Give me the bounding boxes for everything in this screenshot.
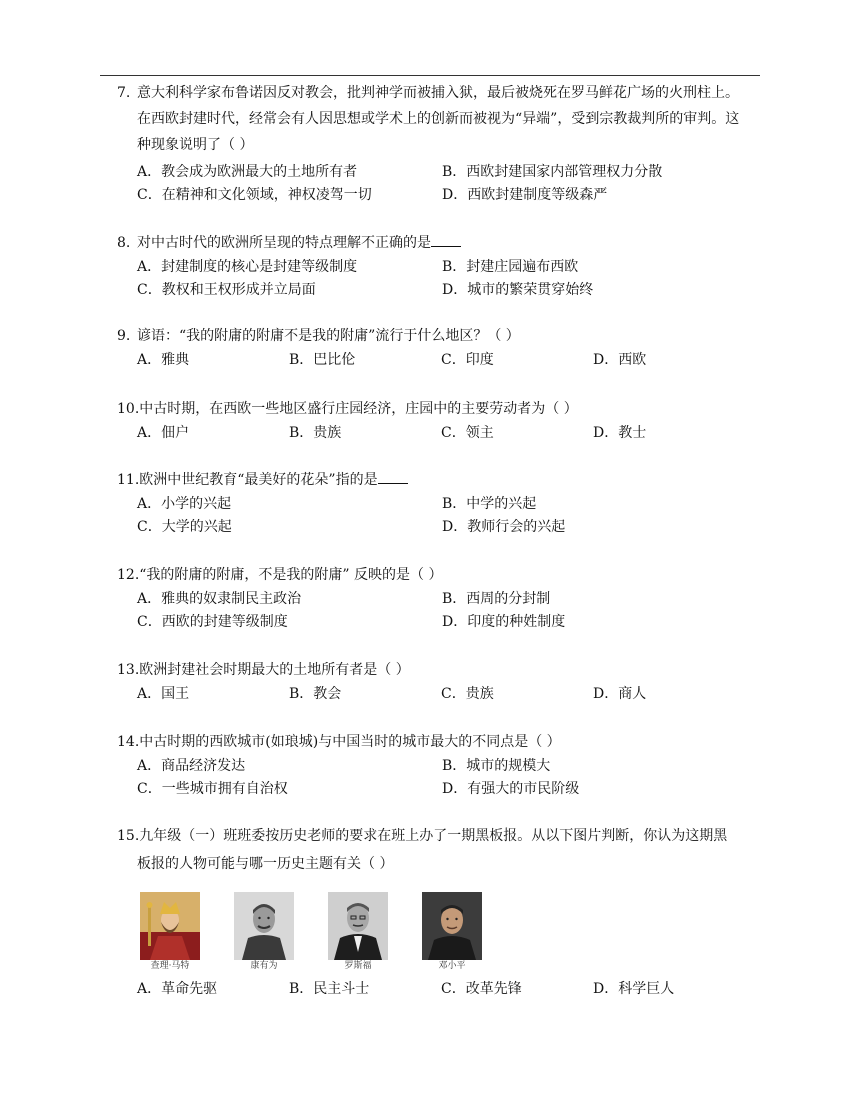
- question-number: 12.: [117, 567, 140, 583]
- option-b[interactable]: B．封建庄园遍布西欧: [442, 259, 579, 275]
- stem-text: “我的附庸的附庸，不是我的附庸” 反映的是（ ）: [139, 567, 443, 583]
- option-c[interactable]: C．大学的兴起: [137, 519, 232, 535]
- question-stem: [117, 323, 777, 349]
- portrait-kang-youwei: [231, 892, 297, 976]
- stem-text: 欧洲封建社会时期最大的土地所有者是（ ）: [139, 662, 410, 678]
- portrait-row: [137, 892, 777, 976]
- question-stem: [117, 657, 777, 683]
- question-11: [117, 467, 777, 539]
- option-a[interactable]: A．国王: [137, 686, 190, 702]
- option-c[interactable]: C．印度: [441, 352, 494, 368]
- question-stem: [117, 729, 777, 755]
- stem-text: 中古时期，在西欧一些地区盛行庄园经济，庄园中的主要劳动者为（ ）: [139, 401, 578, 417]
- portrait-image: [422, 892, 482, 960]
- question-number: 13.: [117, 662, 140, 678]
- stem-line: 种现象说明了（ ）: [137, 137, 254, 153]
- option-b[interactable]: B．西欧封建国家内部管理权力分散: [442, 164, 663, 180]
- option-a[interactable]: A．雅典的奴隶制民主政治: [137, 591, 302, 607]
- header-rule: [100, 75, 760, 76]
- option-c[interactable]: C．一些城市拥有自治权: [137, 781, 288, 797]
- answer-blank[interactable]: [378, 469, 408, 484]
- question-stem: [117, 80, 777, 106]
- question-stem: [117, 822, 777, 850]
- options: [137, 256, 777, 302]
- question-7: [117, 80, 777, 207]
- option-c[interactable]: C．贵族: [441, 686, 494, 702]
- portrait-roosevelt: [325, 892, 391, 976]
- question-number: 8.: [117, 235, 131, 251]
- question-stem: [117, 396, 777, 422]
- portrait-image: [140, 892, 200, 960]
- portrait-caption: 康有为: [250, 961, 278, 971]
- options: [137, 349, 777, 372]
- stem-text: 欧洲中世纪教育“最美好的花朵”指的是: [139, 472, 378, 488]
- portrait-caption: 罗斯福: [344, 961, 372, 971]
- option-b[interactable]: B．贵族: [289, 425, 342, 441]
- option-b[interactable]: B．西周的分封制: [442, 591, 551, 607]
- stem-text: 对中古时代的欧洲所呈现的特点理解不正确的是: [137, 235, 431, 251]
- question-number: 7.: [117, 85, 131, 101]
- question-8: [117, 230, 777, 302]
- question-13: [117, 657, 777, 706]
- options: [137, 422, 777, 445]
- options: [137, 755, 777, 801]
- option-a[interactable]: A．小学的兴起: [137, 496, 232, 512]
- option-a[interactable]: A．雅典: [137, 352, 190, 368]
- option-d[interactable]: D．教士: [593, 425, 647, 441]
- stem-text: 谚语：“我的附庸的附庸不是我的附庸”流行于什么地区？（ ）: [137, 328, 520, 344]
- option-c[interactable]: C．教权和王权形成并立局面: [137, 282, 316, 298]
- question-14: [117, 729, 777, 801]
- portrait-image: [328, 892, 388, 960]
- options: [137, 161, 777, 207]
- option-d[interactable]: D．有强大的市民阶级: [442, 781, 580, 797]
- option-a[interactable]: A．佃户: [137, 425, 190, 441]
- stem-line: 九年级（一）班班委按历史老师的要求在班上办了一期黑板报。从以下图片判断，你认为这期黑: [139, 828, 728, 844]
- question-9: [117, 323, 777, 372]
- option-c[interactable]: C．改革先锋: [441, 981, 522, 997]
- option-a[interactable]: A．革命先驱: [137, 981, 218, 997]
- question-10: [117, 396, 777, 445]
- option-b[interactable]: B．巴比伦: [289, 352, 356, 368]
- option-d[interactable]: D．印度的种姓制度: [442, 614, 566, 630]
- stem-line: 意大利科学家布鲁诺因反对教会，批判神学而被捕入狱，最后被烧死在罗马鲜花广场的火刑柱上。: [137, 85, 739, 101]
- options: [137, 978, 777, 1001]
- stem-text: 中古时期的西欧城市(如琅城)与中国当时的城市最大的不同点是（ ）: [139, 734, 561, 750]
- option-b[interactable]: B．城市的规模大: [442, 758, 551, 774]
- portrait-deng-xiaoping: [419, 892, 485, 976]
- option-c[interactable]: C．领主: [441, 425, 494, 441]
- question-15: [117, 822, 777, 1001]
- question-number: 15.: [117, 828, 140, 844]
- option-d[interactable]: D．西欧封建制度等级森严: [442, 187, 608, 203]
- question-number: 11.: [117, 472, 140, 488]
- question-number: 9.: [117, 328, 131, 344]
- question-stem: [117, 230, 777, 256]
- option-a[interactable]: A．教会成为欧洲最大的土地所有者: [137, 164, 358, 180]
- option-b[interactable]: B．教会: [289, 686, 342, 702]
- stem-line: 在西欧封建时代，经常会有人因思想或学术上的创新而被视为“异端”，受到宗教裁判所的审判。这: [137, 111, 740, 127]
- option-d[interactable]: D．西欧: [593, 352, 647, 368]
- options: [137, 493, 777, 539]
- portrait-caption: 邓小平: [438, 961, 466, 971]
- options: [137, 588, 777, 634]
- answer-blank[interactable]: [431, 232, 461, 247]
- portrait-image: [234, 892, 294, 960]
- option-a[interactable]: A．封建制度的核心是封建等级制度: [137, 259, 358, 275]
- stem-line: 板报的人物可能与哪一历史主题有关（ ）: [137, 856, 394, 872]
- option-d[interactable]: D．城市的繁荣贯穿始终: [442, 282, 594, 298]
- question-stem: [117, 467, 777, 493]
- option-d[interactable]: D．科学巨人: [593, 981, 675, 997]
- question-number: 14.: [117, 734, 140, 750]
- option-d[interactable]: D．商人: [593, 686, 647, 702]
- options: [137, 683, 777, 706]
- option-c[interactable]: C．西欧的封建等级制度: [137, 614, 288, 630]
- question-number: 10.: [117, 401, 140, 417]
- option-d[interactable]: D．教师行会的兴起: [442, 519, 566, 535]
- question-12: [117, 562, 777, 634]
- portrait-caption: 查理·马特: [150, 961, 190, 971]
- option-b[interactable]: B．民主斗士: [289, 981, 370, 997]
- question-stem: [117, 562, 777, 588]
- option-c[interactable]: C．在精神和文化领域，神权凌驾一切: [137, 187, 372, 203]
- option-a[interactable]: A．商品经济发达: [137, 758, 246, 774]
- portrait-charles-martel: [137, 892, 203, 976]
- option-b[interactable]: B．中学的兴起: [442, 496, 537, 512]
